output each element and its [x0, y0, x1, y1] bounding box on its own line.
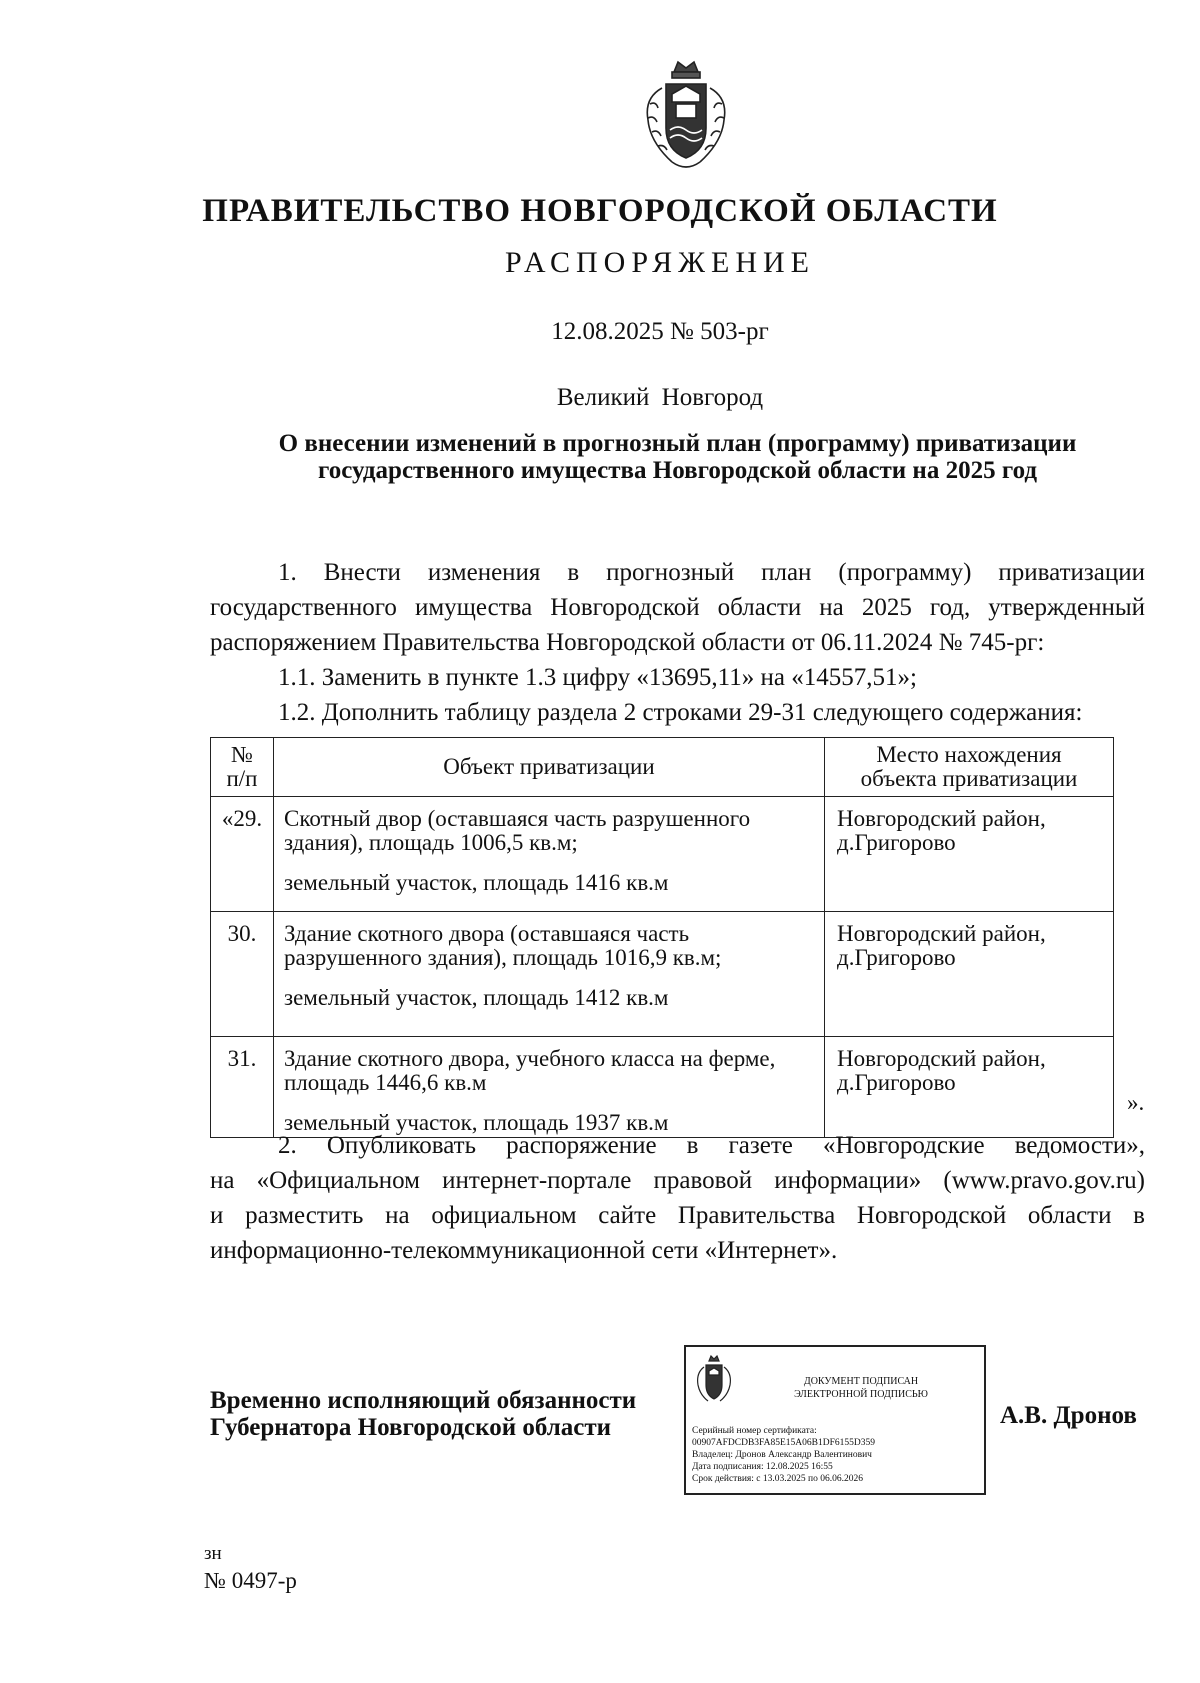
- paragraph-line: государственного имущества Новгородской области на 2025 год, утвержденный: [210, 594, 1145, 621]
- paragraph-1-1: 1.1. Заменить в пункте 1.3 цифру «13695,11» на «14557,51»;: [278, 664, 917, 691]
- paragraph-1: [210, 555, 1145, 660]
- object-description: Скотный двор (оставшаяся часть разрушенного здания), площадь 1006,5 кв.м;: [284, 806, 751, 855]
- document-subject: [210, 430, 1145, 484]
- stamp-heading-line: ДОКУМЕНТ ПОДПИСАН: [803, 1376, 919, 1387]
- stamp-signed-date: Дата подписания: 12.08.2025 16:55: [692, 1462, 833, 1472]
- header-location: [825, 738, 1114, 797]
- document-footer: [204, 1540, 297, 1594]
- row-object: [274, 912, 825, 1037]
- signer-position: [210, 1387, 636, 1441]
- stamp-serial: 00907AFDCDB3FA85E15A06B1DF6155D359: [692, 1438, 875, 1448]
- privatization-table: [210, 737, 1114, 1138]
- signer-name: А.В. Дронов: [1000, 1402, 1137, 1429]
- subject-line: О внесении изменений в прогнозный план (программу) приватизации: [278, 430, 1077, 457]
- header-number-label: п/п: [226, 766, 258, 791]
- object-land: земельный участок, площадь 1937 кв.м: [284, 1110, 669, 1135]
- stamp-owner: Владелец: Дронов Александр Валентинович: [692, 1450, 872, 1460]
- paragraph-line: информационно-телекоммуникационной сети «Интернет».: [210, 1237, 838, 1264]
- header-location-line: объекта приватизации: [860, 766, 1078, 791]
- row-location: [825, 1037, 1114, 1138]
- document-type: РАСПОРЯЖЕНИЕ: [504, 246, 816, 279]
- location-line: д.Григорово: [837, 830, 956, 855]
- row-object: [274, 797, 825, 912]
- paragraph-1-2: 1.2. Дополнить таблицу раздела 2 строками 29-31 следующего содержания:: [278, 699, 1083, 726]
- location-line: д.Григорово: [837, 1070, 956, 1095]
- subject-line: государственного имущества Новгородской области на 2025 год: [317, 457, 1037, 484]
- signer-position-line: Временно исполняющий обязанности: [210, 1387, 637, 1414]
- stamp-heading: [756, 1375, 966, 1401]
- header-location-line: Место нахождения: [876, 742, 1062, 767]
- document-city: Великий Новгород: [556, 384, 764, 411]
- location-line: Новгородский район,: [837, 921, 1046, 946]
- row-number: «29.: [211, 797, 274, 912]
- table-row: [211, 797, 1114, 912]
- stamp-validity: Срок действия: с 13.03.2025 по 06.06.2026: [692, 1474, 863, 1484]
- object-land: земельный участок, площадь 1412 кв.м: [284, 985, 669, 1010]
- signer-position-line: Губернатора Новгородской области: [210, 1414, 612, 1441]
- footer-initials: зн: [204, 1543, 222, 1564]
- paragraph-2: [210, 1128, 1145, 1268]
- paragraph-line: и разместить на официальном сайте Правительства Новгородской области в: [210, 1202, 1145, 1229]
- row-number: 31.: [211, 1037, 274, 1138]
- table-row: [211, 1037, 1114, 1138]
- header-number-symbol: №: [231, 742, 253, 767]
- paragraph-line: распоряжением Правительства Новгородской области от 06.11.2024 № 745-рг:: [210, 629, 1045, 656]
- row-location: [825, 797, 1114, 912]
- row-object: [274, 1037, 825, 1138]
- row-location: [825, 912, 1114, 1037]
- table-row: [211, 912, 1114, 1037]
- location-line: Новгородский район,: [837, 806, 1046, 831]
- stamp-emblem-icon: [694, 1355, 734, 1405]
- stamp-details: [692, 1425, 875, 1485]
- coat-of-arms-icon: [636, 58, 736, 176]
- row-number: 30.: [211, 912, 274, 1037]
- paragraph-line: на «Официальном интернет-портале правовой информации» (www.pravo.gov.ru): [210, 1167, 1145, 1194]
- object-land: земельный участок, площадь 1416 кв.м: [284, 870, 669, 895]
- footer-number: № 0497-р: [204, 1568, 297, 1593]
- header-object: Объект приватизации: [274, 738, 825, 797]
- document-date-number: 12.08.2025 № 503-рг: [551, 318, 769, 345]
- paragraph-line: 2. Опубликовать распоряжение в газете «Новгородские ведомости»,: [278, 1132, 1145, 1159]
- table-header-row: [211, 738, 1114, 797]
- government-title: ПРАВИТЕЛЬСТВО НОВГОРОДСКОЙ ОБЛАСТИ: [202, 193, 998, 229]
- paragraph-line: 1. Внести изменения в прогнозный план (программу) приватизации: [278, 559, 1145, 586]
- stamp-heading-line: ЭЛЕКТРОННОЙ ПОДПИСЬЮ: [794, 1389, 928, 1400]
- electronic-signature-stamp: [684, 1345, 986, 1495]
- location-line: Новгородский район,: [837, 1046, 1046, 1071]
- object-description: Здание скотного двора (оставшаяся часть разрушенного здания), площадь 1016,9 кв.м;: [284, 921, 722, 970]
- stamp-serial-label: Серийный номер сертификата:: [692, 1426, 817, 1436]
- object-description: Здание скотного двора, учебного класса на ферме, площадь 1446,6 кв.м: [284, 1046, 776, 1095]
- header-number: [211, 738, 274, 797]
- table-closing-quote: ».: [1127, 1090, 1145, 1115]
- location-line: д.Григорово: [837, 945, 956, 970]
